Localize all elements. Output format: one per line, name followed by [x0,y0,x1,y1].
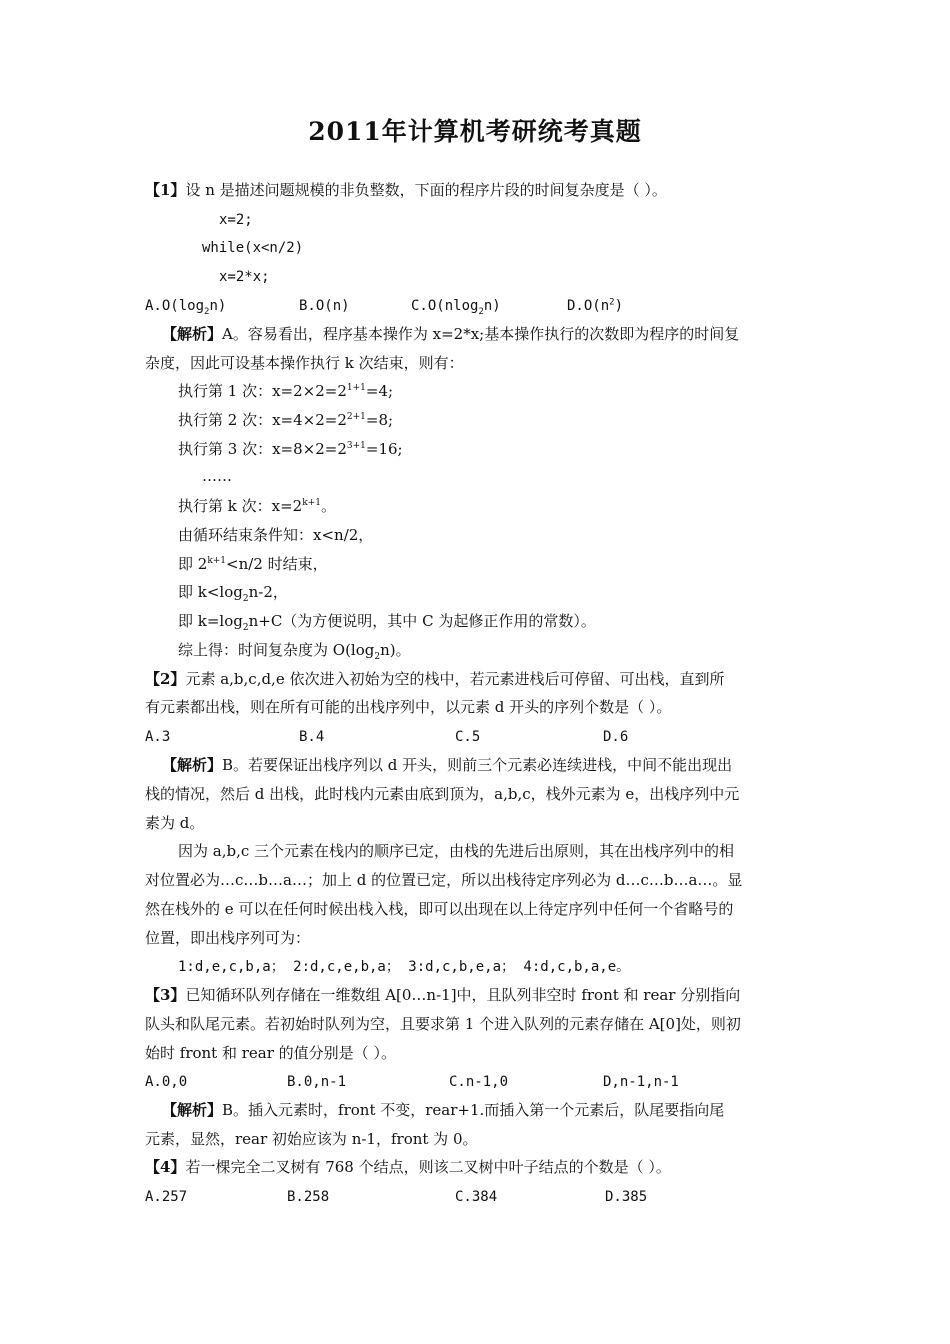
q3-analysis-label: 【解析】 [162,1101,223,1119]
q3-stem-line-1: 【3】已知循环队列存储在一维数组 A[0…n-1]中，且队列非空时 front 和 rear 分别指向 [145,986,741,1004]
q3-analysis-line-1: 【解析】B。插入元素时，front 不变，rear+1.而插入第一个元素后，队尾要指向尾 [162,1101,725,1119]
q2-analysis-line-1: 【解析】B。若要保证出栈序列以 d 开头，则前三个元素必连续进栈，中间不能出现出 [162,756,733,774]
q2-para2-line-3: 然在栈外的 e 可以在任何时候出栈入栈，即可以出现在以上待定序列中任何一个省略号的 [145,900,734,918]
q3-stem-line-2: 队头和队尾元素。若初始时队列为空，且要求第 1 个进入队列的元素存储在 A[0]处，则初 [145,1015,741,1033]
q1-step-ellipsis: …… [202,467,232,485]
q2-option-c: C.5 [455,729,481,745]
q1-code-line-3: x=2*x; [219,269,270,285]
q2-option-d: D.6 [603,729,629,745]
q2-stem-line-1: 【2】元素 a,b,c,d,e 依次进入初始为空的栈中，若元素进栈后可停留、可出栈，直到所 [145,670,725,688]
q1-analysis-line-2: 杂度，因此可设基本操作执行 k 次结束，则有： [145,354,464,372]
q2-sequences: 1:d,e,c,b,a； 2:d,c,e,b,a； 3:d,c,b,e,a； 4:d,c,b,a,e。 [178,959,631,975]
q2-analysis-line-3: 素为 d。 [145,814,205,832]
q1-step-1: 执行第 1 次：$x=2\times 2=2^{1+1}=4$; [178,382,394,400]
q1-analysis-line-1: 【解析】A。容易看出，程序基本操作为 x=2*x;基本操作执行的次数即为程序的时间复 [162,325,740,343]
q1-option-d: $D.O(n^2)$ [567,297,624,314]
q1-step-2: 执行第 2 次：$x=4\times 2=2^{2+1}=8$; [178,411,394,429]
q2-option-b: B.4 [299,729,325,745]
q3-stem-line-3: 始时 front 和 rear 的值分别是（ ）。 [145,1044,396,1062]
q2-option-a: A.3 [145,729,171,745]
q2-para2-line-2: 对位置必为…c…b…a…；加上 d 的位置已定，所以出栈待定序列必为 d…c…b…a…。显 [145,871,743,889]
q2-para2-line-1: 因为 a,b,c 三个元素在栈内的顺序已定，由栈的先进后出原则，其在出栈序列中的相 [178,842,735,860]
q1-stem-text: 设 n 是描述问题规模的非负整数，下面的程序片段的时间复杂度是（ ）。 [185,181,667,199]
q1-label: 【1】 [145,181,186,199]
q2-label: 【2】 [145,670,186,688]
q3-analysis-line-2: 元素，显然，rear 初始应该为 n-1，front 为 0。 [145,1130,478,1148]
q1-code-line-1: x=2; [219,212,253,228]
q3-option-a: A.0,0 [145,1074,188,1090]
q4-option-c: C.384 [455,1189,498,1205]
q4-option-a: A.257 [145,1189,188,1205]
q3-option-b: B.0,n-1 [287,1074,347,1090]
q3-option-c: C.n-1,0 [449,1074,509,1090]
q1-condition-3: 即 $k<\log_2n-2$， [178,583,288,604]
q4-label: 【4】 [145,1158,186,1176]
q3-option-d: D,n-1,n-1 [603,1074,679,1090]
q3-label: 【3】 [145,986,186,1004]
q2-analysis-line-2: 栈的情况，然后 d 出栈，此时栈内元素由底到顶为，a,b,c，栈外元素为 e，出栈序列中元 [145,785,740,803]
q1-step-k: 执行第 k 次：$x=2^{k+1}$。 [178,497,336,515]
q1-condition: 由循环结束条件知：x<n/2， [178,526,374,544]
q2-para2-line-4: 位置，即出栈序列可为： [145,929,311,947]
q2-stem-line-2: 有元素都出栈，则在所有可能的出栈序列中，以元素 d 开头的序列个数是（ ）。 [145,698,672,716]
q1-option-a: $A.O(\log_2n)$ [145,298,227,317]
q1-summary: 综上得：时间复杂度为 $O(\log_2n)$。 [178,641,411,662]
q1-option-c: C.O(nlog$_2$n) [411,298,501,317]
q1-option-b: B.O(n) [299,298,350,314]
q2-analysis-label: 【解析】 [162,756,223,774]
q1-stem [145,180,667,200]
q1-code-line-2: while(x<n/2) [202,240,304,256]
q4-stem: 【4】若一棵完全二叉树有 768 个结点，则该二叉树中叶子结点的个数是（ ）。 [145,1158,671,1176]
page-title: 2011年计算机考研统考真题 [308,117,642,146]
q4-option-d: D.385 [605,1189,648,1205]
q1-analysis-label: 【解析】 [162,325,223,343]
q1-condition-4: 即 $k=\log_2n+C$（为方便说明，其中 C 为起修正作用的常数）。 [178,612,596,633]
q1-step-3: 执行第 3 次：$x=8\times 2=2^{3+1}=16$; [178,440,403,458]
q4-option-b: B.258 [287,1189,330,1205]
q1-condition-2: 即 $2^{k+1}<n/2$ 时结束， [178,555,328,573]
